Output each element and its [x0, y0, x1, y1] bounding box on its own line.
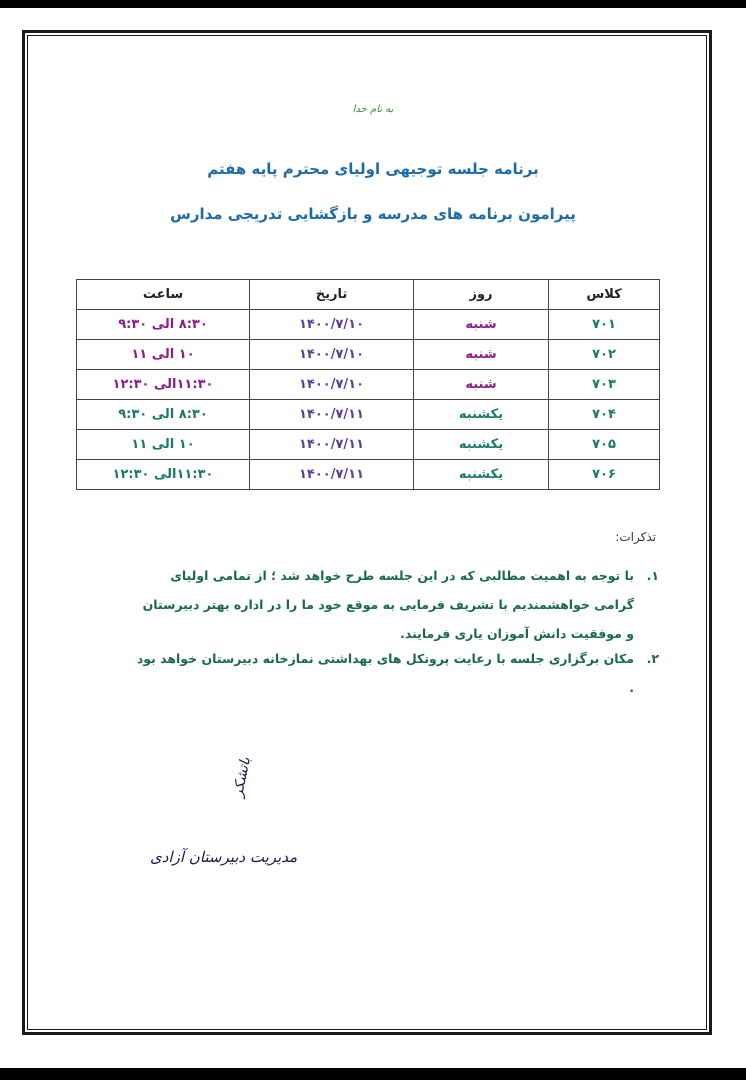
cell-class: ۷۰۲: [549, 340, 660, 370]
table-row: [77, 370, 660, 400]
cell-date: ۱۴۰۰/۷/۱۱: [250, 430, 414, 460]
header-class: کلاس: [549, 280, 660, 310]
note-number: ۲.: [646, 651, 659, 666]
cell-time: ۸:۳۰ الی ۹:۳۰: [77, 400, 250, 430]
cell-day: یکشنبه: [414, 400, 549, 430]
cell-date: ۱۴۰۰/۷/۱۰: [250, 340, 414, 370]
header-time: ساعت: [77, 280, 250, 310]
cell-time: ۱۱:۳۰الی ۱۲:۳۰: [77, 370, 250, 400]
cell-class: ۷۰۵: [549, 430, 660, 460]
page-border-inner: [27, 35, 707, 1030]
note-number: ۱.: [646, 568, 659, 583]
cell-class: ۷۰۶: [549, 460, 660, 490]
table-row: [77, 310, 660, 340]
schedule-table: [76, 279, 660, 490]
cell-class: ۷۰۴: [549, 400, 660, 430]
cell-time: ۱۱:۳۰الی ۱۲:۳۰: [77, 460, 250, 490]
signature-thanks: باتشکر: [230, 755, 254, 799]
cell-day: یکشنبه: [414, 460, 549, 490]
table-header-row: [77, 280, 660, 310]
bismillah-heading: به نام خدا: [352, 104, 394, 115]
document-title: برنامه جلسه توجیهی اولیای محترم پایه هفتم: [207, 160, 539, 178]
note-text: با توجه به اهمیت مطالبی که در این جلسه طرح خواهد شد ؛ از تمامی اولیای گرامی خواهشمندیم با تشریف فرمایی به موقع خود ما را در اداره بهتر دبیرستان و موفقیت دانش آموزان یاری فرمایند.: [142, 568, 634, 641]
table-row: [77, 340, 660, 370]
table-row: [77, 400, 660, 430]
cell-date: ۱۴۰۰/۷/۱۱: [250, 400, 414, 430]
cell-class: ۷۰۳: [549, 370, 660, 400]
header-day: روز: [414, 280, 549, 310]
cell-time: ۱۰ الی ۱۱: [77, 340, 250, 370]
cell-day: شنبه: [414, 310, 549, 340]
cell-day: شنبه: [414, 340, 549, 370]
cell-day: یکشنبه: [414, 430, 549, 460]
cell-date: ۱۴۰۰/۷/۱۱: [250, 460, 414, 490]
document-subtitle: پیرامون برنامه های مدرسه و بازگشایی تدریجی مدارس: [170, 205, 576, 223]
signature-school-management: مدیریت دبیرستان آزادی: [150, 848, 298, 866]
cell-time: ۸:۳۰ الی ۹:۳۰: [77, 310, 250, 340]
cell-class: ۷۰۱: [549, 310, 660, 340]
table-row: [77, 430, 660, 460]
note-text: مکان برگزاری جلسه با رعایت پروتکل های بهداشتی نمازخانه دبیرستان خواهد بود .: [136, 651, 634, 695]
note-item: [134, 644, 659, 702]
header-date: تاریخ: [250, 280, 414, 310]
table-row: [77, 460, 660, 490]
cell-day: شنبه: [414, 370, 549, 400]
note-item: [134, 561, 659, 648]
cell-date: ۱۴۰۰/۷/۱۰: [250, 310, 414, 340]
notes-heading: تذکرات:: [615, 530, 656, 544]
cell-date: ۱۴۰۰/۷/۱۰: [250, 370, 414, 400]
cell-time: ۱۰ الی ۱۱: [77, 430, 250, 460]
